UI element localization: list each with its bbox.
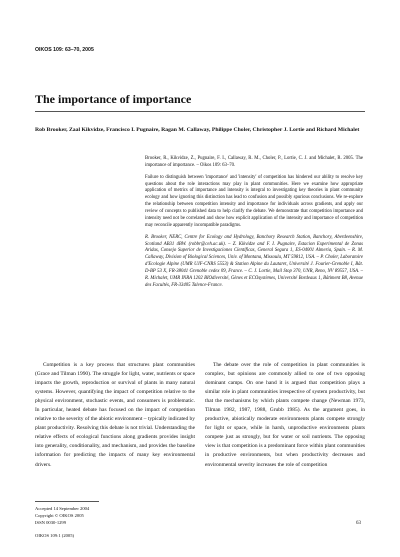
copyright: Copyright © OIKOS 2005 <box>35 512 84 518</box>
affiliations: R. Brooker, NERC, Centre for Ecology and Hydrology, Banchory Research Station, Banchory, Aberdeenshire, Scotland AB31 4BW. (robbr@ceh.ac.uk). – Z. Kikvidze and F. I. Pugnaire, Estacion Experimental de Zonas Aridas, Consejo Superior de Investigaciones Cientificas, General Segura 1, ES-04001 Almeria, Spain. – R. M. Callaway, Division of Biological Sciences, Univ. of Montana, Missoula, MT 59812, USA. – P. Choler, Laboratoire d'Ecologie Alpine (UMR UJF-CNRS 5553) & Station Alpine du Lautaret, Université J. Fourier-Grenoble I, Bât. D-BP 53 X, FR-38041 Grenoble cedex 09, France. – C. J. Lortie, Mail Stop 370, UNR, Reno, NV 89557, USA. – R. Michalet, UMR INRA 1202 BIOdiversité, Gènes et ECOsystèmes, Université Bordeaux 1, Bâtiment B8, Avenue des Facultés, FR-33405 Talence-France. <box>145 234 363 288</box>
issn: ISSN 0030-1299 <box>35 519 67 525</box>
abstract-block <box>145 156 363 295</box>
article-title: The importance of importance <box>35 92 192 106</box>
debate-paragraph: The debate over the role of competition in plant communities is complex, but opinions are commonly allied to one of two opposing dominant camps. On one hand it is argued that competition plays a similar role in plant communities irrespective of system productivity, but that the mechanisms by which plants compete change (Newman 1973, Tilman 1982, 1987, 1988, Grubb 1985). As the argument goes, in productive, abiotically moderate environments plants compete strongly for light or space, while in harsh, unproductive environments plants compete just as strongly, but for water or soil nutrients. The opposing view is that competition is a predominant force within plant communities in productive environments, but when productivity decreases and environmental severity increases the role of competition <box>205 362 365 468</box>
abstract-text: Failure to distinguish between 'importance' and 'intensity' of competition has hindered our ability to resolve key questions about the role interactions may play in plant communities. Here we examine how appropriate application of metrics of importance and intensity is integral to investigating key theories in plant community ecology and how ignoring this distinction has lead to confusion and possibly spurious conclusions. We re-explore the relationship between competition intensity and importance for individuals across gradients, and apply our review of concepts to published data to help clarify the debate. We demonstrate that competition importance and intensity need not be correlated and show how explicit application of the intensity and importance of competition may reconcile apparently incompatible paradigms. <box>145 174 363 228</box>
journal-header: OIKOS 109: 63–70, 2005 <box>35 47 94 53</box>
footnote-divider <box>35 501 99 502</box>
page-number: 63 <box>356 521 361 526</box>
title-divider <box>35 111 365 112</box>
accepted-date: Accepted 14 September 2004 <box>35 506 90 511</box>
issue-line: OIKOS 109:1 (2005) <box>35 533 75 539</box>
citation: Brooker, R., Kikvidze, Z., Pugnaire, F. I., Callaway, R. M., Choler, P., Lortie, C. J. and Michalet, R. 2005. The importance of importance. – Oikos 109: 63–70. <box>145 156 363 168</box>
intro-paragraph: Competition is a key process that structures plant communities (Grace and Tilman 1990). The struggle for light, water, nutrients or space impacts the growth, reproduction or survival of plants in many natural systems. However, quantifying the impact of competition relative to the physical environment, stochastic events, and consumers is problematic. In particular, heated debate has focused on the impact of competition relative to the severity of the abiotic environment – typically indicated by plant productivity. Resolving this debate is not trivial. Understanding the relative effects of ecological functions along gradients provides insight into generality, conditionality, and mechanism, and provides the baseline information for predicting the impacts of many key environmental drivers. <box>35 362 195 468</box>
footnote <box>35 506 89 540</box>
author-list: Rob Brooker, Zaal Kikvidze, Francisco I. Pugnaire, Ragan M. Callaway, Philippe Choler, Christopher J. Lortie and Richard Michalet <box>35 127 360 133</box>
body-column-right <box>205 361 365 470</box>
body-column-left <box>35 361 195 470</box>
